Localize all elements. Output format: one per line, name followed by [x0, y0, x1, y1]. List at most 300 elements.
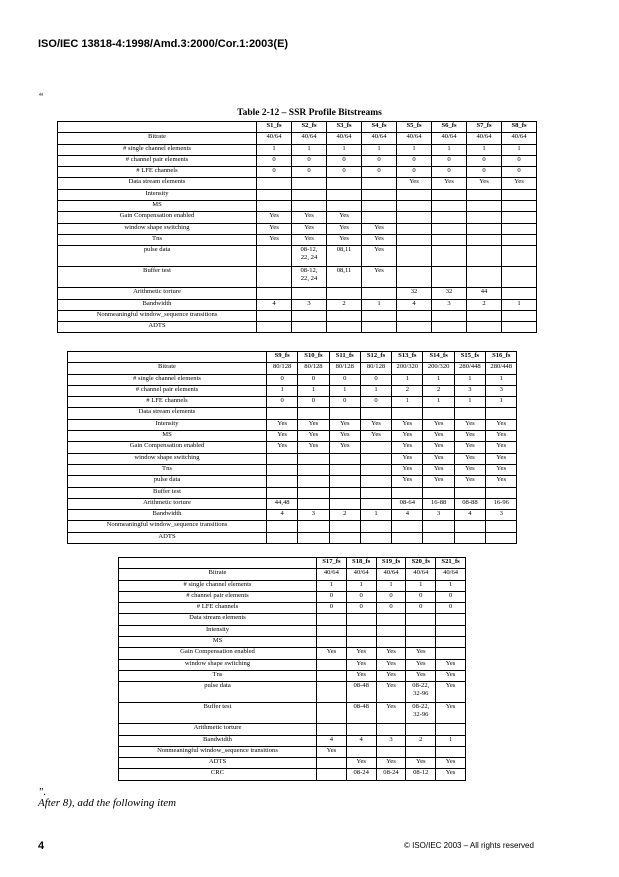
table-cell [436, 724, 466, 735]
table-cell: Yes [346, 659, 376, 670]
table-cell [432, 189, 467, 200]
table-cell [360, 521, 391, 532]
table-row [68, 498, 517, 509]
table-cell: 0 [432, 167, 467, 178]
table-cell: Yes [329, 442, 360, 453]
table-cell: 3 [292, 299, 327, 310]
table-cell: Yes [362, 223, 397, 234]
row-label: Data stream elements [68, 408, 267, 419]
table-cell: Yes [397, 178, 432, 189]
close-quote: ”. [38, 787, 47, 798]
table-cell: Yes [376, 648, 406, 659]
table-cell: Yes [486, 464, 517, 475]
column-header: S21_fs [436, 558, 466, 569]
table-cell [376, 625, 406, 636]
table-row [119, 580, 466, 591]
row-label: Intensity [68, 419, 267, 430]
table-cell: 32 [432, 288, 467, 299]
row-label: pulse data [68, 476, 267, 487]
table-cell: Yes [423, 431, 454, 442]
table-cell [486, 408, 517, 419]
column-header: S10_fs [298, 352, 329, 363]
table-cell: Yes [360, 431, 391, 442]
row-label: Data stream elements [58, 178, 257, 189]
table-cell: Yes [454, 476, 485, 487]
table-cell [317, 614, 347, 625]
table-cell: 1 [432, 144, 467, 155]
table-cell [376, 724, 406, 735]
table-cell: Yes [423, 442, 454, 453]
table-cell [317, 758, 347, 769]
header-corner-cell [58, 122, 257, 133]
table-cell [298, 498, 329, 509]
table-cell: 44 [467, 288, 502, 299]
table-cell [360, 453, 391, 464]
table-cell: Yes [267, 431, 298, 442]
table-cell: 0 [502, 167, 537, 178]
table-cell [298, 487, 329, 498]
table-cell [362, 212, 397, 223]
table-cell: 1 [292, 144, 327, 155]
table-cell: 0 [397, 167, 432, 178]
table-cell [502, 234, 537, 245]
table-row [119, 603, 466, 614]
table-cell [436, 746, 466, 757]
table-cell: 40/64 [346, 569, 376, 580]
table-cell: Yes [436, 682, 466, 703]
table-cell: 1 [486, 374, 517, 385]
table-cell [432, 212, 467, 223]
table-cell [267, 487, 298, 498]
table-cell: Yes [327, 223, 362, 234]
table-cell [329, 498, 360, 509]
table-cell: Yes [329, 419, 360, 430]
table-cell: Yes [454, 464, 485, 475]
column-header: S14_fs [423, 352, 454, 363]
table-cell: Yes [486, 476, 517, 487]
row-label: Buffer test [119, 703, 317, 724]
table-cell [406, 625, 436, 636]
table-cell: 0 [267, 374, 298, 385]
row-label: # single channel elements [68, 374, 267, 385]
ssr-table-2 [67, 351, 517, 544]
table-row [68, 521, 517, 532]
table-cell: Yes [392, 464, 423, 475]
table-cell: Yes [376, 659, 406, 670]
table-cell [467, 310, 502, 321]
table-cell [362, 178, 397, 189]
table-cell: 0 [257, 167, 292, 178]
table-cell: Yes [267, 419, 298, 430]
table-cell [327, 178, 362, 189]
table-cell: 3 [486, 510, 517, 521]
table-cell [423, 408, 454, 419]
row-label: MS [58, 201, 257, 212]
table-cell: 80/128 [360, 363, 391, 374]
table-cell [436, 637, 466, 648]
table-cell: 1 [423, 397, 454, 408]
table-row [68, 442, 517, 453]
table-row [68, 532, 517, 543]
table-row [58, 322, 537, 333]
table-row [58, 234, 537, 245]
table-row [119, 637, 466, 648]
table-cell: 08-88 [454, 498, 485, 509]
table-cell: 200/320 [392, 363, 423, 374]
table-cell: 1 [360, 510, 391, 521]
table-cell [317, 637, 347, 648]
table-cell [362, 322, 397, 333]
table-cell: 08-22, 32-96 [406, 682, 436, 703]
table-cell [392, 408, 423, 419]
document-header: ISO/IEC 13818-4:1998/Amd.3:2000/Cor.1:2003(E) [38, 38, 289, 50]
table-cell: Yes [329, 431, 360, 442]
table-cell [346, 625, 376, 636]
row-label: Gain Compensation enabled [58, 212, 257, 223]
column-header: S9_fs [267, 352, 298, 363]
table-cell: Yes [436, 758, 466, 769]
table-cell [329, 521, 360, 532]
table-cell [327, 288, 362, 299]
table-cell: 0 [406, 603, 436, 614]
table-cell: Yes [454, 442, 485, 453]
table-cell [360, 442, 391, 453]
table-cell: Yes [362, 234, 397, 245]
row-label: ADTS [119, 758, 317, 769]
table-row [119, 682, 466, 703]
table-cell: 0 [298, 397, 329, 408]
table-cell [397, 246, 432, 267]
table-cell: Yes [432, 178, 467, 189]
table-row [58, 288, 537, 299]
row-label: Tns [119, 670, 317, 681]
table-cell: 1 [362, 144, 397, 155]
table-cell: Yes [376, 682, 406, 703]
table-cell [432, 246, 467, 267]
row-label: ADTS [58, 322, 257, 333]
table-cell [317, 682, 347, 703]
table-cell: Yes [362, 267, 397, 288]
table-cell [397, 212, 432, 223]
table-row [68, 487, 517, 498]
table-row [58, 133, 537, 144]
table-cell [486, 532, 517, 543]
table-cell: 44,48 [267, 498, 298, 509]
table-cell: Yes [423, 464, 454, 475]
row-label: # LFE channels [58, 167, 257, 178]
table-row [58, 310, 537, 321]
table-cell: 0 [376, 591, 406, 602]
table-cell [327, 322, 362, 333]
table-cell: 80/128 [329, 363, 360, 374]
table-cell [257, 310, 292, 321]
table-cell [267, 453, 298, 464]
row-label: window shape switching [119, 659, 317, 670]
table-cell [432, 310, 467, 321]
table-cell: 80/128 [267, 363, 298, 374]
table-cell: Yes [392, 476, 423, 487]
table-cell: 08-48 [346, 682, 376, 703]
table-cell: 0 [346, 603, 376, 614]
table-cell: Yes [362, 246, 397, 267]
table-cell: 40/64 [327, 133, 362, 144]
row-label: Bitrate [68, 363, 267, 374]
table-cell [317, 659, 347, 670]
table-cell [267, 464, 298, 475]
table-cell: 1 [267, 385, 298, 396]
table-cell [376, 637, 406, 648]
table-cell [292, 201, 327, 212]
row-label: # LFE channels [119, 603, 317, 614]
table-row [58, 155, 537, 166]
row-label: window shape switching [58, 223, 257, 234]
table-cell: Yes [317, 648, 347, 659]
row-label: Nonmeaningful window_sequence transitions [58, 310, 257, 321]
table-cell [267, 408, 298, 419]
table-cell: 2 [329, 510, 360, 521]
table-cell: Yes [423, 476, 454, 487]
table-cell: 08-64 [392, 498, 423, 509]
table-cell [436, 614, 466, 625]
table-cell: 4 [257, 299, 292, 310]
table-header-row [58, 122, 537, 133]
table-cell: 0 [432, 155, 467, 166]
row-label: Bitrate [58, 133, 257, 144]
table-cell: 0 [467, 167, 502, 178]
table-row [58, 144, 537, 155]
table-cell [467, 267, 502, 288]
column-header: S12_fs [360, 352, 391, 363]
table-cell: Yes [486, 419, 517, 430]
table-cell: 0 [327, 155, 362, 166]
table-row [58, 299, 537, 310]
table-cell [392, 521, 423, 532]
table-cell: 0 [317, 591, 347, 602]
table-cell: 0 [346, 591, 376, 602]
table-cell: Yes [392, 453, 423, 464]
row-label: Gain Compensation enabled [68, 442, 267, 453]
table-cell: Yes [257, 223, 292, 234]
row-label: Buffer test [68, 487, 267, 498]
table-row [119, 735, 466, 746]
table-cell: 1 [454, 374, 485, 385]
table-cell [397, 322, 432, 333]
table-cell [486, 487, 517, 498]
table-row [119, 659, 466, 670]
table-cell: 08-24 [346, 769, 376, 780]
table-cell: Yes [317, 746, 347, 757]
table-cell [423, 521, 454, 532]
table-cell [467, 189, 502, 200]
table-cell: 1 [317, 580, 347, 591]
table-cell: 1 [298, 385, 329, 396]
ssr-table-3 [118, 557, 466, 781]
table-header-row [68, 352, 517, 363]
table-cell: 3 [486, 385, 517, 396]
table-cell [346, 746, 376, 757]
table-cell [423, 532, 454, 543]
table-cell: Yes [486, 442, 517, 453]
row-label: Bandwidth [119, 735, 317, 746]
table-cell: 40/64 [432, 133, 467, 144]
row-label: Data stream elements [119, 614, 317, 625]
table-cell: 0 [406, 591, 436, 602]
table-cell [257, 267, 292, 288]
table-row [68, 453, 517, 464]
column-header: S6_fs [432, 122, 467, 133]
table-cell [292, 189, 327, 200]
table-cell: 1 [392, 397, 423, 408]
ssr-table-1 [57, 121, 537, 333]
table-cell: Yes [392, 442, 423, 453]
table-cell: 280/448 [486, 363, 517, 374]
table-cell: Yes [346, 670, 376, 681]
table-cell [257, 288, 292, 299]
header-corner-cell [68, 352, 267, 363]
table-cell: Yes [486, 453, 517, 464]
table-cell: 1 [436, 580, 466, 591]
table-cell [317, 670, 347, 681]
table-cell: 1 [467, 144, 502, 155]
table-row [68, 363, 517, 374]
table-cell [432, 234, 467, 245]
table-cell [432, 201, 467, 212]
table-cell [467, 322, 502, 333]
table-row [119, 591, 466, 602]
table-cell [327, 310, 362, 321]
table-cell [267, 532, 298, 543]
table-cell: 1 [486, 397, 517, 408]
table-row [68, 464, 517, 475]
table-cell: Yes [406, 659, 436, 670]
table-cell [292, 178, 327, 189]
table-cell [406, 637, 436, 648]
table-cell [502, 288, 537, 299]
table-row [58, 267, 537, 288]
table-cell [360, 487, 391, 498]
table-cell: 0 [327, 167, 362, 178]
table-cell [397, 223, 432, 234]
table-cell: 2 [406, 735, 436, 746]
table-cell: Yes [423, 453, 454, 464]
table-cell [327, 189, 362, 200]
table-cell: 4 [397, 299, 432, 310]
table-cell: Yes [406, 648, 436, 659]
table-cell [267, 476, 298, 487]
table-cell [502, 322, 537, 333]
table-cell: 2 [392, 385, 423, 396]
table-cell: 0 [329, 374, 360, 385]
table-row [58, 212, 537, 223]
table-row [68, 419, 517, 430]
table-cell [467, 234, 502, 245]
table-row [58, 189, 537, 200]
table-cell: 0 [267, 397, 298, 408]
row-label: pulse data [58, 246, 257, 267]
table-cell: 2 [327, 299, 362, 310]
table-cell [329, 453, 360, 464]
table-row [68, 374, 517, 385]
table-cell: 16-96 [486, 498, 517, 509]
table-row [119, 724, 466, 735]
table-cell [329, 464, 360, 475]
table-cell [257, 201, 292, 212]
table-cell: 0 [292, 167, 327, 178]
table-row [68, 397, 517, 408]
table-cell: 1 [346, 580, 376, 591]
table-cell: 08-24 [376, 769, 406, 780]
table-cell [298, 408, 329, 419]
table-cell: Yes [360, 419, 391, 430]
row-label: ADTS [68, 532, 267, 543]
table-cell: 08-48 [346, 703, 376, 724]
table-cell [502, 267, 537, 288]
header-corner-cell [119, 558, 317, 569]
instruction-text: After 8), add the following item [38, 797, 177, 809]
table-cell [362, 189, 397, 200]
table-cell [292, 322, 327, 333]
table-cell: Yes [467, 178, 502, 189]
table-cell: 2 [423, 385, 454, 396]
table-cell [362, 201, 397, 212]
table-cell: 40/64 [502, 133, 537, 144]
table-row [58, 178, 537, 189]
table-cell [397, 310, 432, 321]
table-cell [362, 288, 397, 299]
row-label: Bandwidth [68, 510, 267, 521]
table-cell [298, 532, 329, 543]
table-cell [432, 223, 467, 234]
table-cell: 1 [397, 144, 432, 155]
table-row [58, 201, 537, 212]
table-cell [360, 408, 391, 419]
table-cell [317, 703, 347, 724]
table-row [119, 625, 466, 636]
row-label: Nonmeaningful window_sequence transitions [119, 746, 317, 757]
table-cell: 0 [292, 155, 327, 166]
table-cell: 0 [298, 374, 329, 385]
column-header: S4_fs [362, 122, 397, 133]
table-cell [454, 521, 485, 532]
column-header: S2_fs [292, 122, 327, 133]
table-cell: 200/320 [423, 363, 454, 374]
table-cell: Yes [486, 431, 517, 442]
table-row [58, 246, 537, 267]
table-cell: 1 [392, 374, 423, 385]
table-cell: Yes [346, 648, 376, 659]
table-row [68, 385, 517, 396]
column-header: S13_fs [392, 352, 423, 363]
table-cell [329, 476, 360, 487]
table-cell [502, 201, 537, 212]
table-cell: 0 [257, 155, 292, 166]
row-label: # channel pair elements [58, 155, 257, 166]
table-cell: 3 [298, 510, 329, 521]
row-label: Intensity [119, 625, 317, 636]
table-cell: Yes [298, 442, 329, 453]
table-cell [406, 746, 436, 757]
table-row [119, 758, 466, 769]
row-label: Nonmeaningful window_sequence transitions [68, 521, 267, 532]
table-cell: 80/128 [298, 363, 329, 374]
table-cell: 3 [423, 510, 454, 521]
table-cell: 08-12, 22, 24 [292, 246, 327, 267]
table-cell: 1 [327, 144, 362, 155]
table-cell: Yes [454, 419, 485, 430]
table-cell [257, 178, 292, 189]
table-row [119, 670, 466, 681]
table-cell: 40/64 [467, 133, 502, 144]
